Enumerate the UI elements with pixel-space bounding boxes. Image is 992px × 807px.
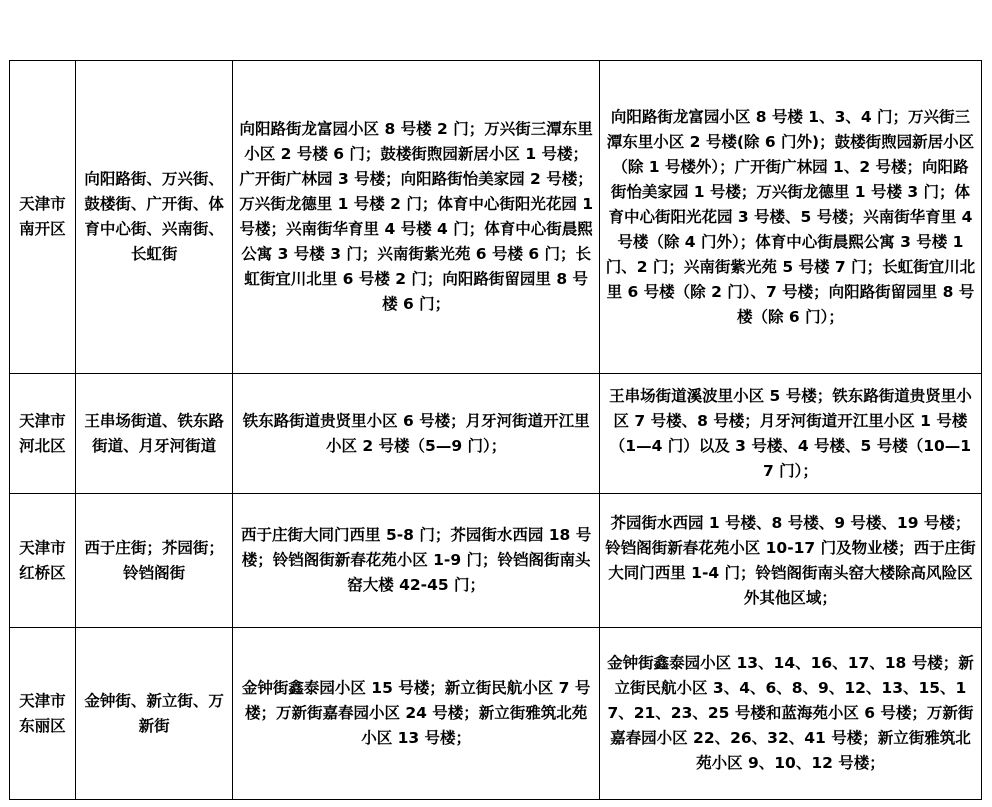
table-row-hebei xyxy=(10,374,982,494)
high-risk-cell: 金钟街鑫泰园小区 15 号楼；新立街民航小区 7 号楼；万新街嘉春园小区 24 号楼；新立街雅筑北苑小区 13 号楼； xyxy=(233,628,599,800)
mid-risk-cell: 向阳路街龙富园小区 8 号楼 1、3、4 门；万兴街三潭东里小区 2 号楼(除 6 门外)；鼓楼街煦园新居小区（除 1 号楼外）；广开街广林园 1、2 号楼；向阳路街怡美家园 1 号楼；万兴街龙德里 1 号楼 3 门；体育中心街阳光花园 3 号楼、5 号楼；兴南街华育里 4 号楼（除 4 门外）；体育中心街晨熙公寓 3 号楼 1 门、2 门；兴南街紫光苑 5 号楼 7 门；长虹街宜川北里 6 号楼（除 2 门）、7 号楼；向阳路街留园里 8 号楼（除 6 门）； xyxy=(599,61,981,374)
table-row-nankai xyxy=(10,61,982,374)
high-risk-cell: 铁东路街道贵贤里小区 6 号楼；月牙河街道开江里小区 2 号楼（5—9 门）； xyxy=(233,374,599,494)
streets-cell: 向阳路街、万兴街、鼓楼街、广开街、体育中心街、兴南街、长虹街 xyxy=(75,61,233,374)
district-cell: 天津市南开区 xyxy=(10,61,76,374)
table-row-hongqiao xyxy=(10,494,982,628)
risk-area-table xyxy=(9,60,982,800)
district-cell: 天津市东丽区 xyxy=(10,628,76,800)
mid-risk-cell: 金钟街鑫泰园小区 13、14、16、17、18 号楼；新立街民航小区 3、4、6、8、9、12、13、15、17、21、23、25 号楼和蓝海苑小区 6 号楼；万新街嘉春园小区 22、26、32、41 号楼；新立街雅筑北苑小区 9、10、12 号楼； xyxy=(599,628,981,800)
high-risk-cell: 向阳路街龙富园小区 8 号楼 2 门；万兴街三潭东里小区 2 号楼 6 门；鼓楼街煦园新居小区 1 号楼；广开街广林园 3 号楼；向阳路街怡美家园 2 号楼；万兴街龙德里 1 号楼 2 门；体育中心街阳光花园 1 号楼；兴南街华育里 4 号楼 4 门；体育中心街晨熙公寓 3 号楼 3 门；兴南街紫光苑 6 号楼 6 门；长虹街宜川北里 6 号楼 2 门；向阳路街留园里 8 号楼 6 门； xyxy=(233,61,599,374)
streets-cell: 金钟街、新立街、万新街 xyxy=(75,628,233,800)
mid-risk-cell: 王串场街道溪波里小区 5 号楼；铁东路街道贵贤里小区 7 号楼、8 号楼；月牙河街道开江里小区 1 号楼（1—4 门）以及 3 号楼、4 号楼、5 号楼（10—17 门）； xyxy=(599,374,981,494)
district-cell: 天津市河北区 xyxy=(10,374,76,494)
mid-risk-cell: 芥园街水西园 1 号楼、8 号楼、9 号楼、19 号楼；铃铛阁街新春花苑小区 10-17 门及物业楼；西于庄街大同门西里 1-4 门；铃铛阁街南头窑大楼除高风险区外其他区域； xyxy=(599,494,981,628)
streets-cell: 王串场街道、铁东路街道、月牙河街道 xyxy=(75,374,233,494)
streets-cell: 西于庄街；芥园街；铃铛阁街 xyxy=(75,494,233,628)
table-row-dongli xyxy=(10,628,982,800)
high-risk-cell: 西于庄街大同门西里 5-8 门；芥园街水西园 18 号楼；铃铛阁街新春花苑小区 1-9 门；铃铛阁街南头窑大楼 42-45 门； xyxy=(233,494,599,628)
district-cell: 天津市红桥区 xyxy=(10,494,76,628)
